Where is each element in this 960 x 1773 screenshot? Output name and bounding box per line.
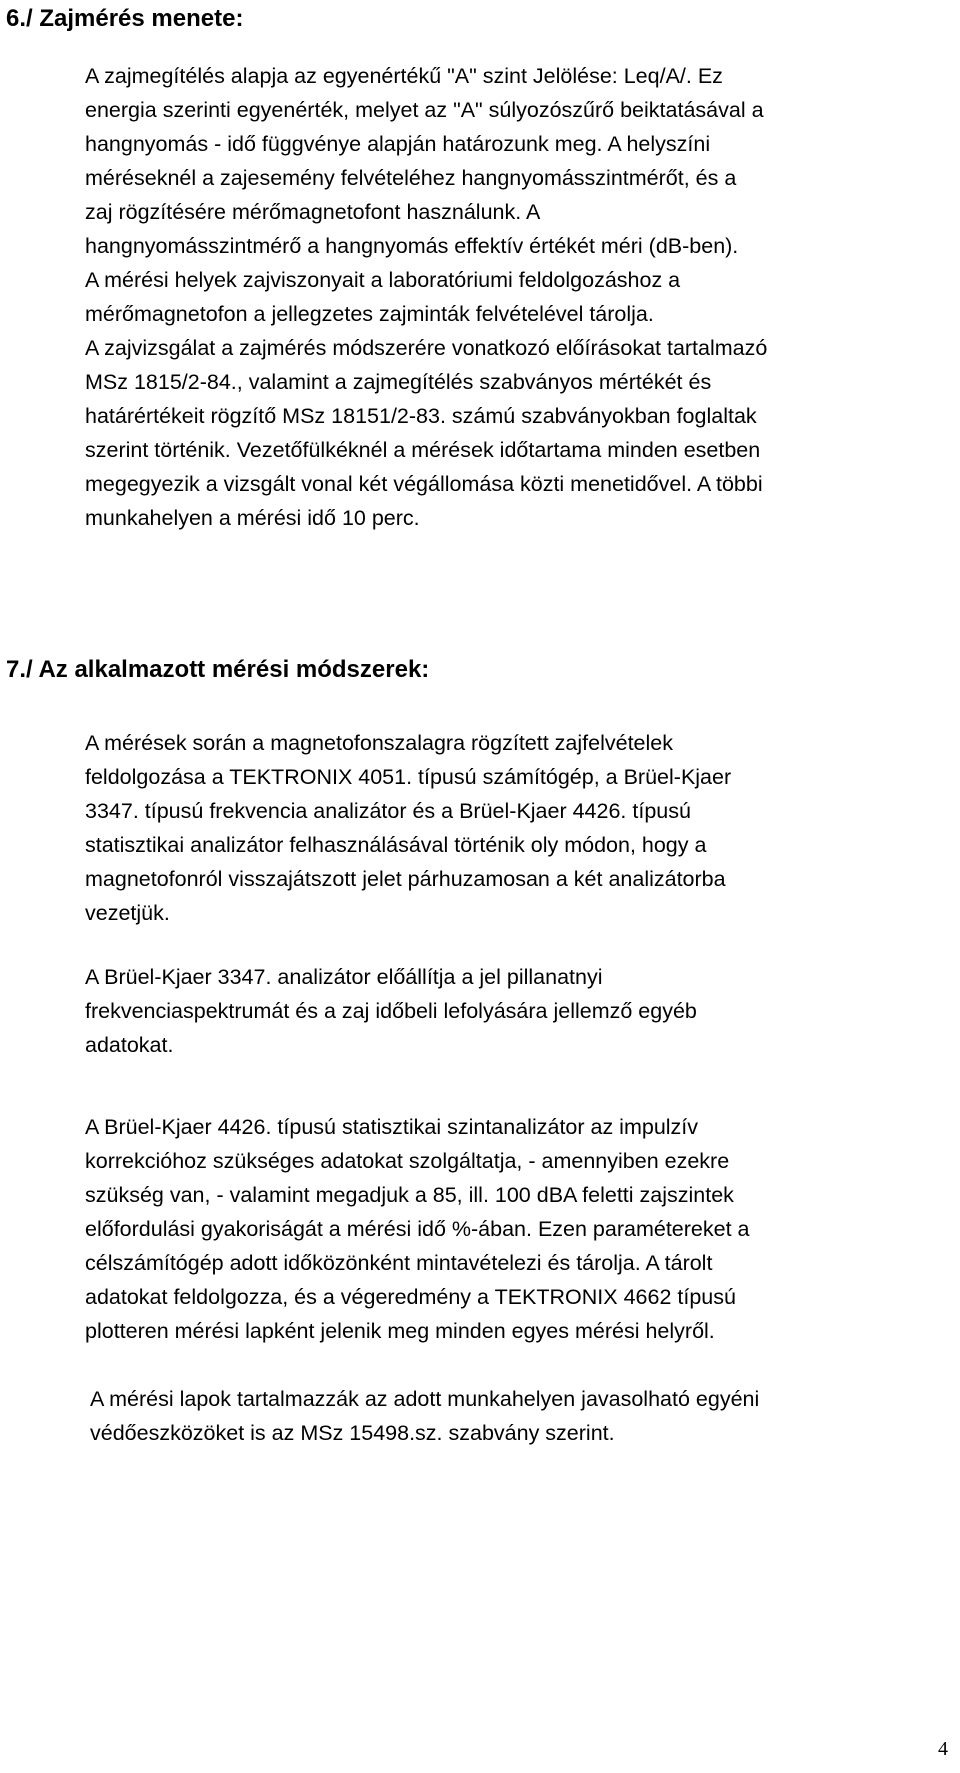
paragraph-line: védőeszközöket is az MSz 15498.sz. szabvány szerint. (90, 1421, 615, 1445)
paragraph-line: A mérések során a magnetofonszalagra rögzített zajfelvételek (85, 731, 673, 755)
paragraph-line: statisztikai analizátor felhasználásával történik oly módon, hogy a (85, 833, 707, 857)
page-number: 4 (938, 1738, 948, 1760)
paragraph-line: A mérési lapok tartalmazzák az adott munkahelyen javasolható egyéni (90, 1387, 760, 1411)
paragraph-line: korrekcióhoz szükséges adatokat szolgáltatja, - amennyiben ezekre (85, 1149, 730, 1173)
paragraph-line: előfordulási gyakoriságát a mérési idő %-ában. Ezen paramétereket a (85, 1217, 750, 1241)
section-6-paragraph (85, 59, 953, 535)
paragraph-line: határértékeit rögzítő MSz 18151/2-83. számú szabványokban foglaltak (85, 404, 757, 428)
section-7-paragraph-3 (85, 1110, 953, 1348)
paragraph-line: A Brüel-Kjaer 3347. analizátor előállítja a jel pillanatnyi (85, 965, 603, 989)
paragraph-line: plotteren mérési lapként jelenik meg minden egyes mérési helyről. (85, 1319, 715, 1343)
paragraph-line: adatokat feldolgozza, és a végeredmény a TEKTRONIX 4662 típusú (85, 1285, 736, 1309)
paragraph-line: hangnyomás - idő függvénye alapján határozunk meg. A helyszíni (85, 132, 711, 156)
paragraph-line: vezetjük. (85, 901, 170, 925)
paragraph-line: hangnyomásszintmérő a hangnyomás effektív értékét méri (dB-ben). (85, 234, 739, 258)
paragraph-line: adatokat. (85, 1033, 174, 1057)
paragraph-line: magnetofonról visszajátszott jelet párhuzamosan a két analizátorba (85, 867, 726, 891)
paragraph-line: A zajmegítélés alapja az egyenértékű "A" szint Jelölése: Leq/A/. Ez (85, 64, 723, 88)
paragraph-line: mérőmagnetofon a jellegzetes zajminták felvételével tárolja. (85, 302, 654, 326)
section-7-paragraph-2 (85, 960, 953, 1062)
paragraph-line: A mérési helyek zajviszonyait a laboratóriumi feldolgozáshoz a (85, 268, 681, 292)
paragraph-line: szükség van, - valamint megadjuk a 85, ill. 100 dBA feletti zajszintek (85, 1183, 734, 1207)
paragraph-line: frekvenciaspektrumát és a zaj időbeli lefolyására jellemző egyéb (85, 999, 697, 1023)
paragraph-line: energia szerinti egyenérték, melyet az "A" súlyozószűrő beiktatásával a (85, 98, 764, 122)
paragraph-line: MSz 1815/2-84., valamint a zajmegítélés szabványos mértékét és (85, 370, 712, 394)
paragraph-line: munkahelyen a mérési idő 10 perc. (85, 506, 420, 530)
paragraph-line: szerint történik. Vezetőfülkéknél a mérések időtartama minden esetben (85, 438, 761, 462)
paragraph-line: méréseknél a zajesemény felvételéhez hangnyomásszintmérőt, és a (85, 166, 737, 190)
paragraph-line: 3347. típusú frekvencia analizátor és a Brüel-Kjaer 4426. típusú (85, 799, 691, 823)
section-6-heading: 6./ Zajmérés menete: (6, 5, 244, 32)
paragraph-line: zaj rögzítésére mérőmagnetofont használunk. A (85, 200, 541, 224)
paragraph-line: A Brüel-Kjaer 4426. típusú statisztikai szintanalizátor az impulzív (85, 1115, 699, 1139)
section-7-paragraph-1 (85, 726, 953, 930)
paragraph-line: feldolgozása a TEKTRONIX 4051. típusú számítógép, a Brüel-Kjaer (85, 765, 732, 789)
section-7-heading: 7./ Az alkalmazott mérési módszerek: (6, 656, 430, 683)
paragraph-line: célszámítógép adott időközönként mintavételezi és tárolja. A tárolt (85, 1251, 713, 1275)
paragraph-line: A zajvizsgálat a zajmérés módszerére vonatkozó előírásokat tartalmazó (85, 336, 768, 360)
paragraph-line: megegyezik a vizsgált vonal két végállomása közti menetidővel. A többi (85, 472, 763, 496)
section-7-paragraph-4 (90, 1382, 958, 1450)
